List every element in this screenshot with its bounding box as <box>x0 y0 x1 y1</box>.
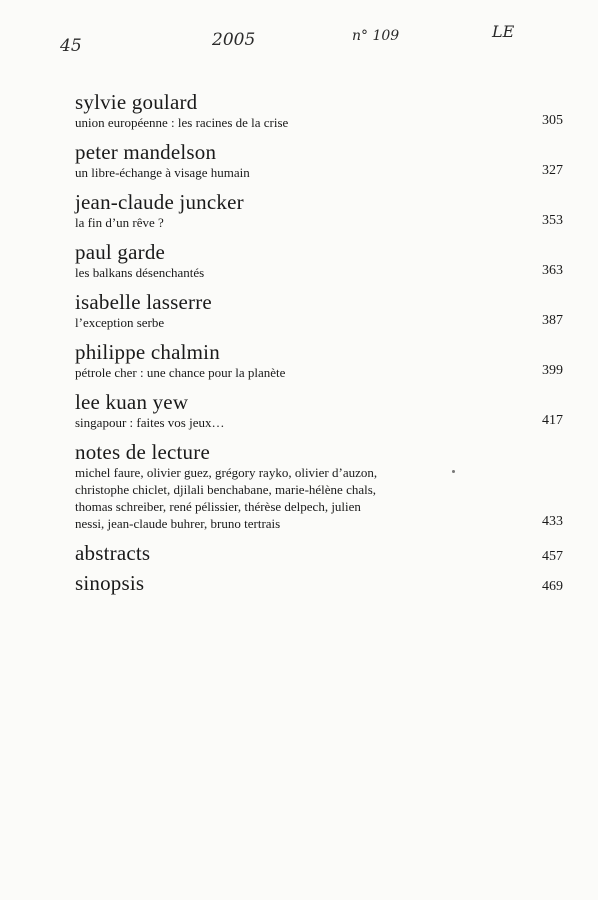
handwritten-year: 2005 <box>212 30 256 50</box>
entry-page: 457 <box>542 549 563 564</box>
toc-entry-notes <box>75 440 563 532</box>
abstracts-title: abstracts <box>75 541 151 565</box>
notes-line: thomas schreiber, rené pélissier, thérèse delpech, julien <box>75 499 361 514</box>
entry-author: lee kuan yew <box>75 390 189 414</box>
speck <box>452 470 455 473</box>
entry-author: sylvie goulard <box>75 90 198 114</box>
toc-entry <box>75 290 563 331</box>
entry-page: 433 <box>542 514 563 529</box>
entry-title: un libre-échange à visage humain <box>75 165 250 180</box>
table-of-contents <box>75 90 563 595</box>
entry-page: 363 <box>542 263 563 278</box>
entry-title: l’exception serbe <box>75 315 165 330</box>
notes-line: nessi, jean-claude buhrer, bruno tertrais <box>75 516 281 531</box>
entry-title: les balkans désenchantés <box>75 265 205 280</box>
entry-page: 469 <box>542 579 563 594</box>
entry-title: la fin d’un rêve ? <box>75 215 164 230</box>
entry-title: singapour : faites vos jeux… <box>75 415 225 430</box>
entry-page: 387 <box>542 313 563 328</box>
entry-author: philippe chalmin <box>75 340 220 364</box>
toc-entry <box>75 190 563 231</box>
entry-page: 417 <box>542 413 563 428</box>
entry-page: 305 <box>542 113 563 128</box>
toc-entry <box>75 340 563 381</box>
handwritten-note: 45 <box>60 36 82 56</box>
toc-entry <box>75 90 563 131</box>
toc-entry <box>75 240 563 281</box>
handwritten-issue: n° 109 <box>352 28 400 44</box>
handwritten-mark: LE <box>492 22 515 41</box>
toc-entry <box>75 390 563 431</box>
toc-entry-sinopsis <box>75 571 563 595</box>
entry-page: 353 <box>542 213 563 228</box>
entry-author: paul garde <box>75 240 166 264</box>
entry-page: 327 <box>542 163 563 178</box>
notes-line: christophe chiclet, djilali benchabane, marie-hélène chals, <box>75 482 377 497</box>
entry-author: peter mandelson <box>75 140 217 164</box>
entry-title: union européenne : les racines de la crise <box>75 115 289 130</box>
toc-entry-abstracts <box>75 541 563 565</box>
toc-entry <box>75 140 563 181</box>
entry-author: jean-claude juncker <box>75 190 244 214</box>
entry-page: 399 <box>542 363 563 378</box>
sinopsis-title: sinopsis <box>75 571 145 595</box>
entry-title: pétrole cher : une chance pour la planète <box>75 365 286 380</box>
notes-title: notes de lecture <box>75 440 210 464</box>
notes-line: michel faure, olivier guez, grégory rayko, olivier d’auzon, <box>75 465 378 480</box>
entry-author: isabelle lasserre <box>75 290 212 314</box>
